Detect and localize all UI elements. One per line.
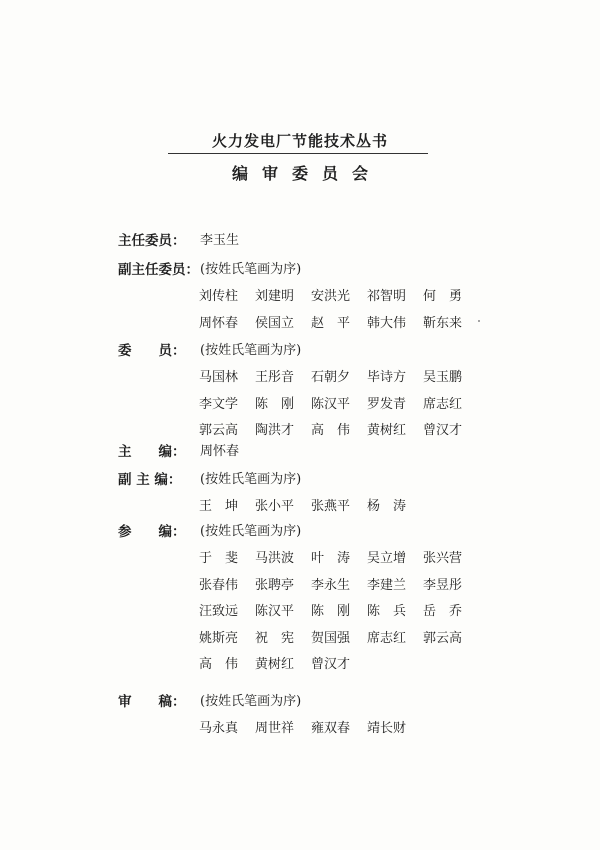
role-value: (按姓氏笔画为序)	[200, 262, 302, 277]
name-row	[199, 600, 479, 619]
person-name: 吴立增	[367, 551, 407, 566]
person-name: 曾汉才	[423, 423, 463, 438]
person-name: 陈 刚	[255, 396, 295, 412]
role-label: 主 编：	[118, 444, 186, 460]
person-name: 曾汉才	[311, 657, 351, 672]
person-name: 高 伟	[199, 657, 239, 672]
role-label: 副主任委员：	[118, 262, 199, 278]
person-name: 吴玉鹏	[423, 370, 463, 385]
role-label: 审 稿：	[118, 694, 186, 710]
name-row	[199, 393, 479, 412]
person-name: 雍双春	[311, 721, 351, 736]
person-name: 李文学	[199, 396, 239, 412]
person-name: 张燕平	[311, 499, 351, 514]
person-name: 张兴营	[423, 551, 463, 566]
person-name: 陈 刚	[311, 604, 351, 619]
person-name: 刘传柱	[199, 289, 239, 304]
person-name: 张春伟	[199, 577, 239, 593]
person-name: 罗发青	[367, 396, 407, 412]
role-label: 副 主 编：	[118, 472, 182, 488]
person-name: 陈汉平	[311, 396, 351, 412]
person-name: 靖长财	[367, 721, 407, 736]
role-value: 李玉生	[200, 233, 240, 248]
role-label: 主任委员：	[118, 233, 186, 249]
person-name: 姚斯亮	[199, 630, 239, 646]
role-value: (按姓氏笔画为序)	[200, 524, 302, 539]
person-name: 侯国立	[255, 315, 295, 331]
person-name: 何 勇	[423, 289, 463, 304]
person-name: 李永生	[311, 577, 351, 593]
person-name: 王彤音	[255, 370, 295, 385]
person-name: 黄树红	[367, 423, 407, 438]
person-name: 贺国强	[311, 630, 351, 646]
person-name: 高 伟	[311, 423, 351, 438]
person-name: 汪致远	[199, 604, 239, 619]
role-value: (按姓氏笔画为序)	[200, 343, 302, 358]
person-name: 陈汉平	[255, 604, 295, 619]
person-name: 马永真	[199, 721, 239, 736]
person-name: 祁智明	[367, 289, 407, 304]
name-row	[199, 717, 423, 736]
person-name: 岳 乔	[423, 604, 463, 619]
person-name: 刘建明	[255, 289, 295, 304]
role-value: 周怀春	[200, 444, 240, 459]
person-name: 张小平	[255, 499, 295, 514]
committee-title: 编审委员会	[231, 164, 382, 183]
role-value: (按姓氏笔画为序)	[200, 472, 302, 487]
person-name: 周世祥	[255, 721, 295, 736]
person-name: 叶 涛	[311, 551, 351, 566]
name-row	[199, 653, 367, 672]
person-name: 黄树红	[255, 657, 295, 672]
person-name: 杨 涛	[367, 499, 407, 514]
person-name: 张聘亭	[255, 577, 295, 593]
role-value: (按姓氏笔画为序)	[200, 694, 302, 709]
name-row	[199, 366, 479, 385]
name-row	[199, 419, 479, 438]
person-name: 李建兰	[367, 577, 407, 593]
person-name: 席志红	[423, 396, 463, 412]
person-name: 石朝夕	[311, 370, 351, 385]
person-name: 毕诗方	[367, 370, 407, 385]
title-divider	[168, 153, 428, 154]
person-name: 马洪波	[255, 551, 295, 566]
person-name: 赵 平	[311, 315, 351, 331]
person-name: 靳东来	[423, 315, 463, 331]
person-name: 马国林	[199, 370, 239, 385]
name-row	[199, 547, 479, 566]
scan-speck	[478, 320, 480, 322]
series-title: 火力发电厂节能技术丛书	[211, 132, 388, 150]
person-name: 郭云高	[423, 630, 463, 646]
person-name: 陶洪才	[255, 423, 295, 438]
person-name: 王 坤	[199, 499, 239, 514]
name-row	[199, 574, 479, 593]
person-name: 李昱彤	[423, 577, 463, 593]
person-name: 韩大伟	[367, 315, 407, 331]
name-row	[199, 312, 479, 331]
person-name: 周怀春	[199, 315, 239, 331]
person-name: 安洪光	[311, 289, 351, 304]
person-name: 于 斐	[199, 551, 239, 566]
person-name: 祝 宪	[255, 630, 295, 646]
name-row	[199, 495, 423, 514]
person-name: 席志红	[367, 630, 407, 646]
role-label: 参 编：	[118, 524, 186, 540]
person-name: 郭云高	[199, 423, 239, 438]
name-row	[199, 627, 479, 646]
person-name: 陈 兵	[367, 604, 407, 619]
name-row	[199, 285, 479, 304]
role-label: 委 员：	[118, 343, 186, 359]
